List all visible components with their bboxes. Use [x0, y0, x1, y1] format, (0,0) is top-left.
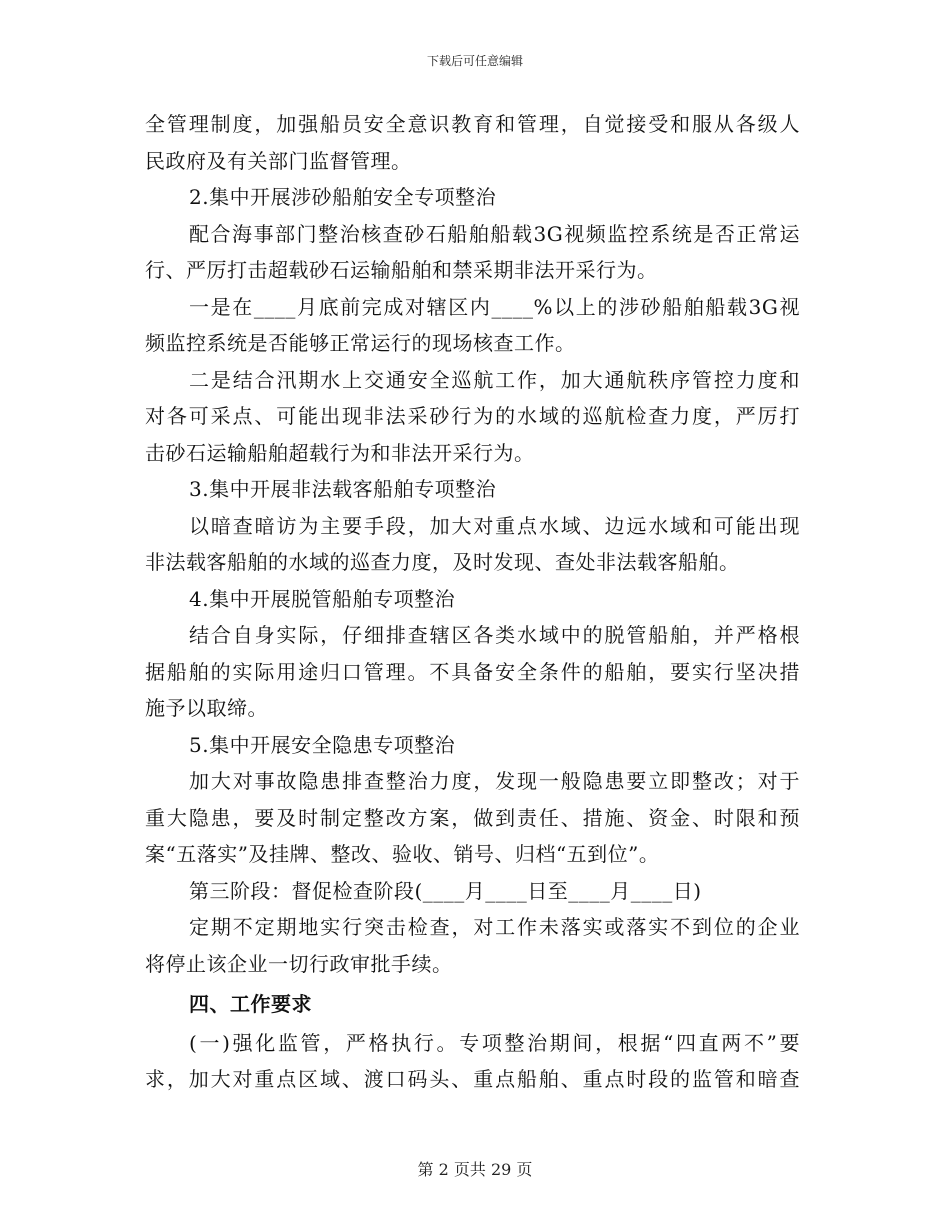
text-line: 加大对事故隐患排查整治力度，发现一般隐患要立即整改；对于 [189, 769, 800, 793]
text-line: 击砂石运输船舶超载行为和非法开采行为。 [145, 440, 535, 465]
page-header-note: 下载后可任意编辑 [426, 54, 523, 68]
text-line: 案“五落实”及挂牌、整改、验收、销号、归档“五到位”。 [145, 842, 660, 866]
text-line: 行、严厉打击超载砂石运输船舶和禁采期非法开采行为。 [145, 258, 658, 282]
text-line: 以暗查暗访为主要手段，加大对重点水域、边远水域和可能出现 [189, 513, 800, 538]
text-line: 定期不定期地实行突击检查，对工作未落实或落实不到位的企业 [189, 915, 800, 939]
text-line: (一)强化监管，严格执行。专项整治期间，根据“四直两不”要 [189, 1030, 800, 1055]
text-line: 民政府及有关部门监督管理。 [145, 148, 412, 173]
section-heading: 四、工作要求 [189, 992, 312, 1016]
text-line: 2.集中开展涉砂船舶安全专项整治 [189, 185, 497, 209]
text-line: 据船舶的实际用途归口管理。不具备安全条件的船舶，要实行坚决措 [145, 659, 800, 684]
text-line: 将停止该企业一切行政审批手续。 [145, 951, 453, 976]
text-line: 4.集中开展脱管船舶专项整治 [189, 586, 456, 611]
text-line: 第三阶段：督促检查阶段(____月____日至____月____日) [189, 878, 702, 903]
text-line: 全管理制度，加强船员安全意识教育和管理，自觉接受和服从各级人 [145, 112, 800, 136]
document-body [145, 106, 800, 1098]
text-line: 求，加大对重点区域、渡口码头、重点船舶、重点时段的监管和暗查 [145, 1067, 800, 1091]
text-line: 对各可采点、可能出现非法采砂行为的水域的巡航检查力度，严厉打 [145, 404, 800, 428]
text-line: 二是结合汛期水上交通安全巡航工作，加大通航秩序管控力度和 [189, 367, 800, 392]
text-line: 结合自身实际，仔细排查辖区各类水域中的脱管船舶，并严格根 [189, 623, 800, 647]
text-line: 非法载客船舶的水域的巡查力度，及时发现、查处非法载客船舶。 [145, 550, 740, 574]
text-line: 施予以取缔。 [145, 696, 268, 720]
text-line: 重大隐患，要及时制定整改方案，做到责任、措施、资金、时限和预 [145, 805, 800, 830]
text-line: 频监控系统是否能够正常运行的现场核查工作。 [145, 331, 576, 355]
text-line: 配合海事部门整治核查砂石船舶船载3G视频监控系统是否正常运 [189, 221, 800, 246]
page-number-footer: 第 2 页共 29 页 [417, 1160, 533, 1179]
text-line: 5.集中开展安全隐患专项整治 [189, 732, 456, 757]
text-line: 3.集中开展非法载客船舶专项整治 [189, 477, 497, 501]
text-line: 一是在____月底前完成对辖区内____%以上的涉砂船舶船载3G视 [189, 294, 800, 319]
